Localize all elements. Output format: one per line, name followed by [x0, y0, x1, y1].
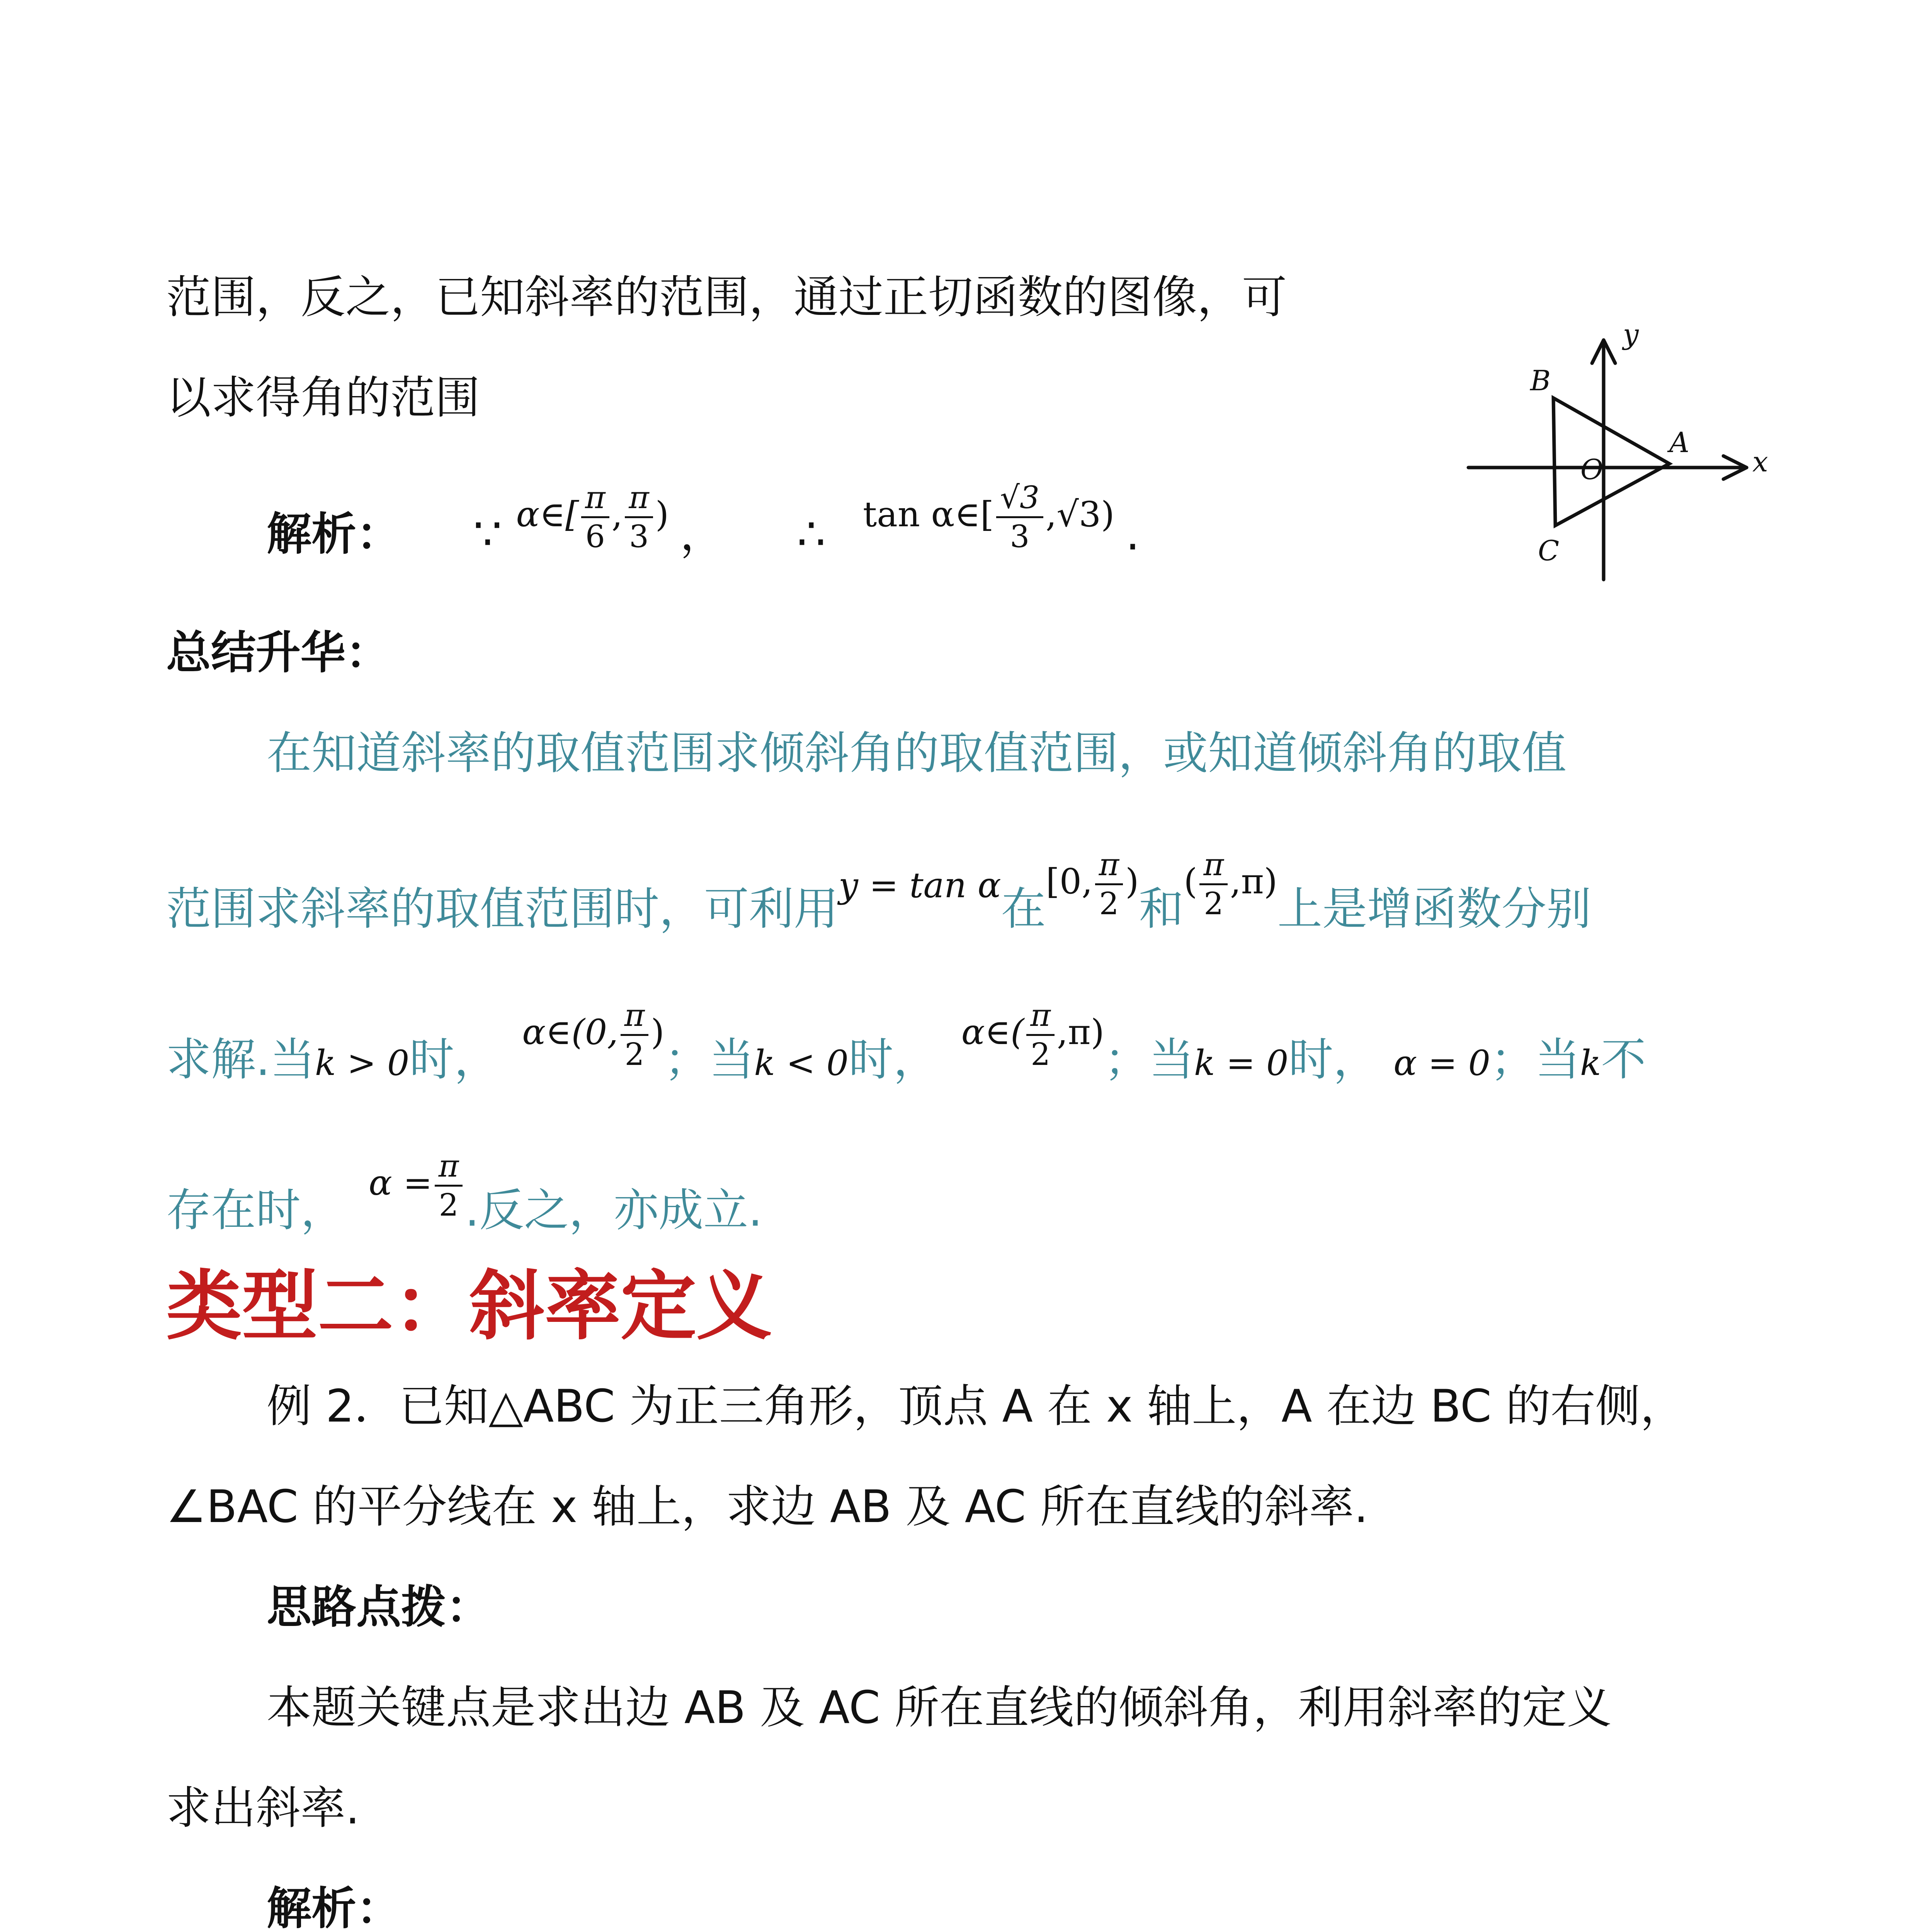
frac-den: 2	[624, 1036, 645, 1072]
frac	[1026, 997, 1055, 1073]
hint-line-2	[166, 1781, 360, 1835]
text-span: 时，	[1288, 1033, 1378, 1086]
interval-3	[522, 997, 665, 1072]
frac-num: π	[621, 997, 649, 1036]
frac-num: π	[1199, 846, 1228, 885]
frac-den: 3	[1010, 519, 1030, 554]
label-y: y	[1623, 318, 1639, 350]
hint-line-1	[267, 1681, 1612, 1735]
summary-heading	[166, 626, 390, 680]
text-span: ；当	[664, 1033, 754, 1086]
math-text: α∈(	[961, 1012, 1024, 1053]
math-text: α =	[369, 1162, 432, 1203]
hint-label: 思路点拨：	[267, 1581, 491, 1633]
example-line-2	[166, 1480, 1368, 1534]
frac-den: 6	[585, 519, 605, 554]
math-func: y = tan α	[839, 865, 1001, 906]
triangle-figure	[1461, 309, 1778, 587]
math-text: ,π)	[1230, 861, 1277, 902]
text-span: ；当	[1490, 1033, 1580, 1086]
text-line-2	[166, 371, 480, 425]
frac-num: π	[435, 1148, 463, 1187]
summary-line-2	[166, 847, 1591, 953]
jiexi-heading-2	[267, 1882, 401, 1932]
period: .	[1125, 508, 1140, 560]
interval-2	[1184, 847, 1277, 922]
frac-den: 3	[629, 519, 649, 554]
math-cond: α = 0	[1393, 1043, 1490, 1083]
math-text: ,	[611, 494, 623, 535]
text-span: 范围，反之，已知斜率的范围，通过正切函数的图像，可	[166, 271, 1287, 323]
jiexi-line-1	[267, 480, 1140, 578]
hint-heading	[267, 1580, 491, 1634]
text-span: 时，	[848, 1033, 938, 1086]
frac	[625, 479, 653, 555]
text-span: 上是增函数分别	[1277, 883, 1591, 935]
math-cond: k = 0	[1194, 1043, 1289, 1083]
math-text: [0,	[1046, 861, 1093, 902]
frac-num: π	[1026, 997, 1055, 1036]
frac-den: 2	[1204, 886, 1224, 922]
triangle-abc	[1553, 398, 1669, 526]
frac	[1095, 846, 1123, 922]
text-span: 例 2．已知△ABC 为正三角形，顶点 A 在 x 轴上，A 在边 BC 的右侧，	[267, 1380, 1685, 1432]
label-a: A	[1669, 426, 1689, 459]
summary-line-4	[166, 1148, 763, 1255]
jiexi-label: 解析：	[267, 1883, 401, 1932]
math-text: α∈[	[516, 494, 579, 535]
summary-line-3	[166, 997, 1646, 1104]
frac-den: 2	[1031, 1036, 1051, 1072]
jiexi-label: 解析：	[267, 508, 401, 560]
frac-num: π	[1095, 846, 1123, 885]
tan-range	[863, 480, 1126, 554]
frac	[581, 479, 609, 555]
frac	[435, 1148, 463, 1224]
frac-num: π	[625, 479, 653, 518]
text-span: ∠BAC 的平分线在 x 轴上，求边 AB 及 AC 所在直线的斜率.	[166, 1481, 1368, 1533]
text-span: 以求得角的范围	[166, 372, 480, 424]
interval-1	[1046, 847, 1139, 922]
text-span: 存在时，	[166, 1184, 345, 1236]
math-text: α∈(0,	[522, 1012, 618, 1053]
text-span: ；当	[1104, 1033, 1194, 1086]
text-span: 本题关键点是求出边 AB 及 AC 所在直线的倾斜角，利用斜率的定义	[267, 1682, 1612, 1734]
comma: ，	[680, 508, 725, 560]
math-text: ,π)	[1056, 1012, 1104, 1053]
frac-num: π	[581, 479, 609, 518]
therefore-symbol: ∴	[797, 508, 826, 560]
example-line-1	[267, 1379, 1685, 1434]
text-span: 和	[1139, 883, 1184, 935]
text-span: 时，	[409, 1033, 499, 1086]
text-span: 在知道斜率的取值范围求倾斜角的取值范围，或知道倾斜角的取值	[267, 727, 1567, 779]
text-span: 范围求斜率的取值范围时，可利用	[166, 883, 839, 935]
math-text: )	[651, 1012, 665, 1053]
math-text: tan α∈[	[863, 494, 994, 535]
frac-den: 2	[1099, 886, 1119, 922]
math-text: )	[1125, 861, 1139, 902]
text-span: 求出斜率.	[166, 1782, 360, 1834]
text-span: .反之，亦成立.	[465, 1184, 763, 1236]
section-title	[166, 1264, 772, 1349]
math-text: )	[655, 494, 669, 535]
math-cond: k	[1580, 1043, 1601, 1083]
frac-den: 2	[439, 1187, 459, 1223]
text-span: 不	[1601, 1033, 1646, 1086]
math-text: ,√3)	[1045, 494, 1115, 535]
alpha-eq-half	[369, 1148, 465, 1223]
label-o: O	[1580, 453, 1604, 486]
interval-4	[961, 997, 1104, 1072]
section-title-text: 类型二：斜率定义	[166, 1262, 772, 1350]
text-span: 求解.当	[166, 1033, 315, 1086]
math-text: (	[1184, 861, 1197, 902]
label-x: x	[1752, 446, 1768, 478]
label-b: B	[1530, 364, 1551, 397]
text-span: 在	[1001, 883, 1046, 935]
frac	[996, 479, 1043, 555]
because-symbol: ∵	[473, 508, 502, 560]
frac	[1199, 846, 1228, 922]
summary-line-1	[267, 726, 1567, 781]
summary-label: 总结升华：	[166, 627, 390, 679]
frac-num: √3	[996, 479, 1043, 518]
math-cond: k < 0	[754, 1043, 849, 1083]
label-c: C	[1538, 534, 1560, 567]
math-cond: k > 0	[315, 1043, 410, 1083]
alpha-range	[516, 480, 680, 554]
frac	[621, 997, 649, 1073]
text-line-1	[166, 270, 1287, 325]
